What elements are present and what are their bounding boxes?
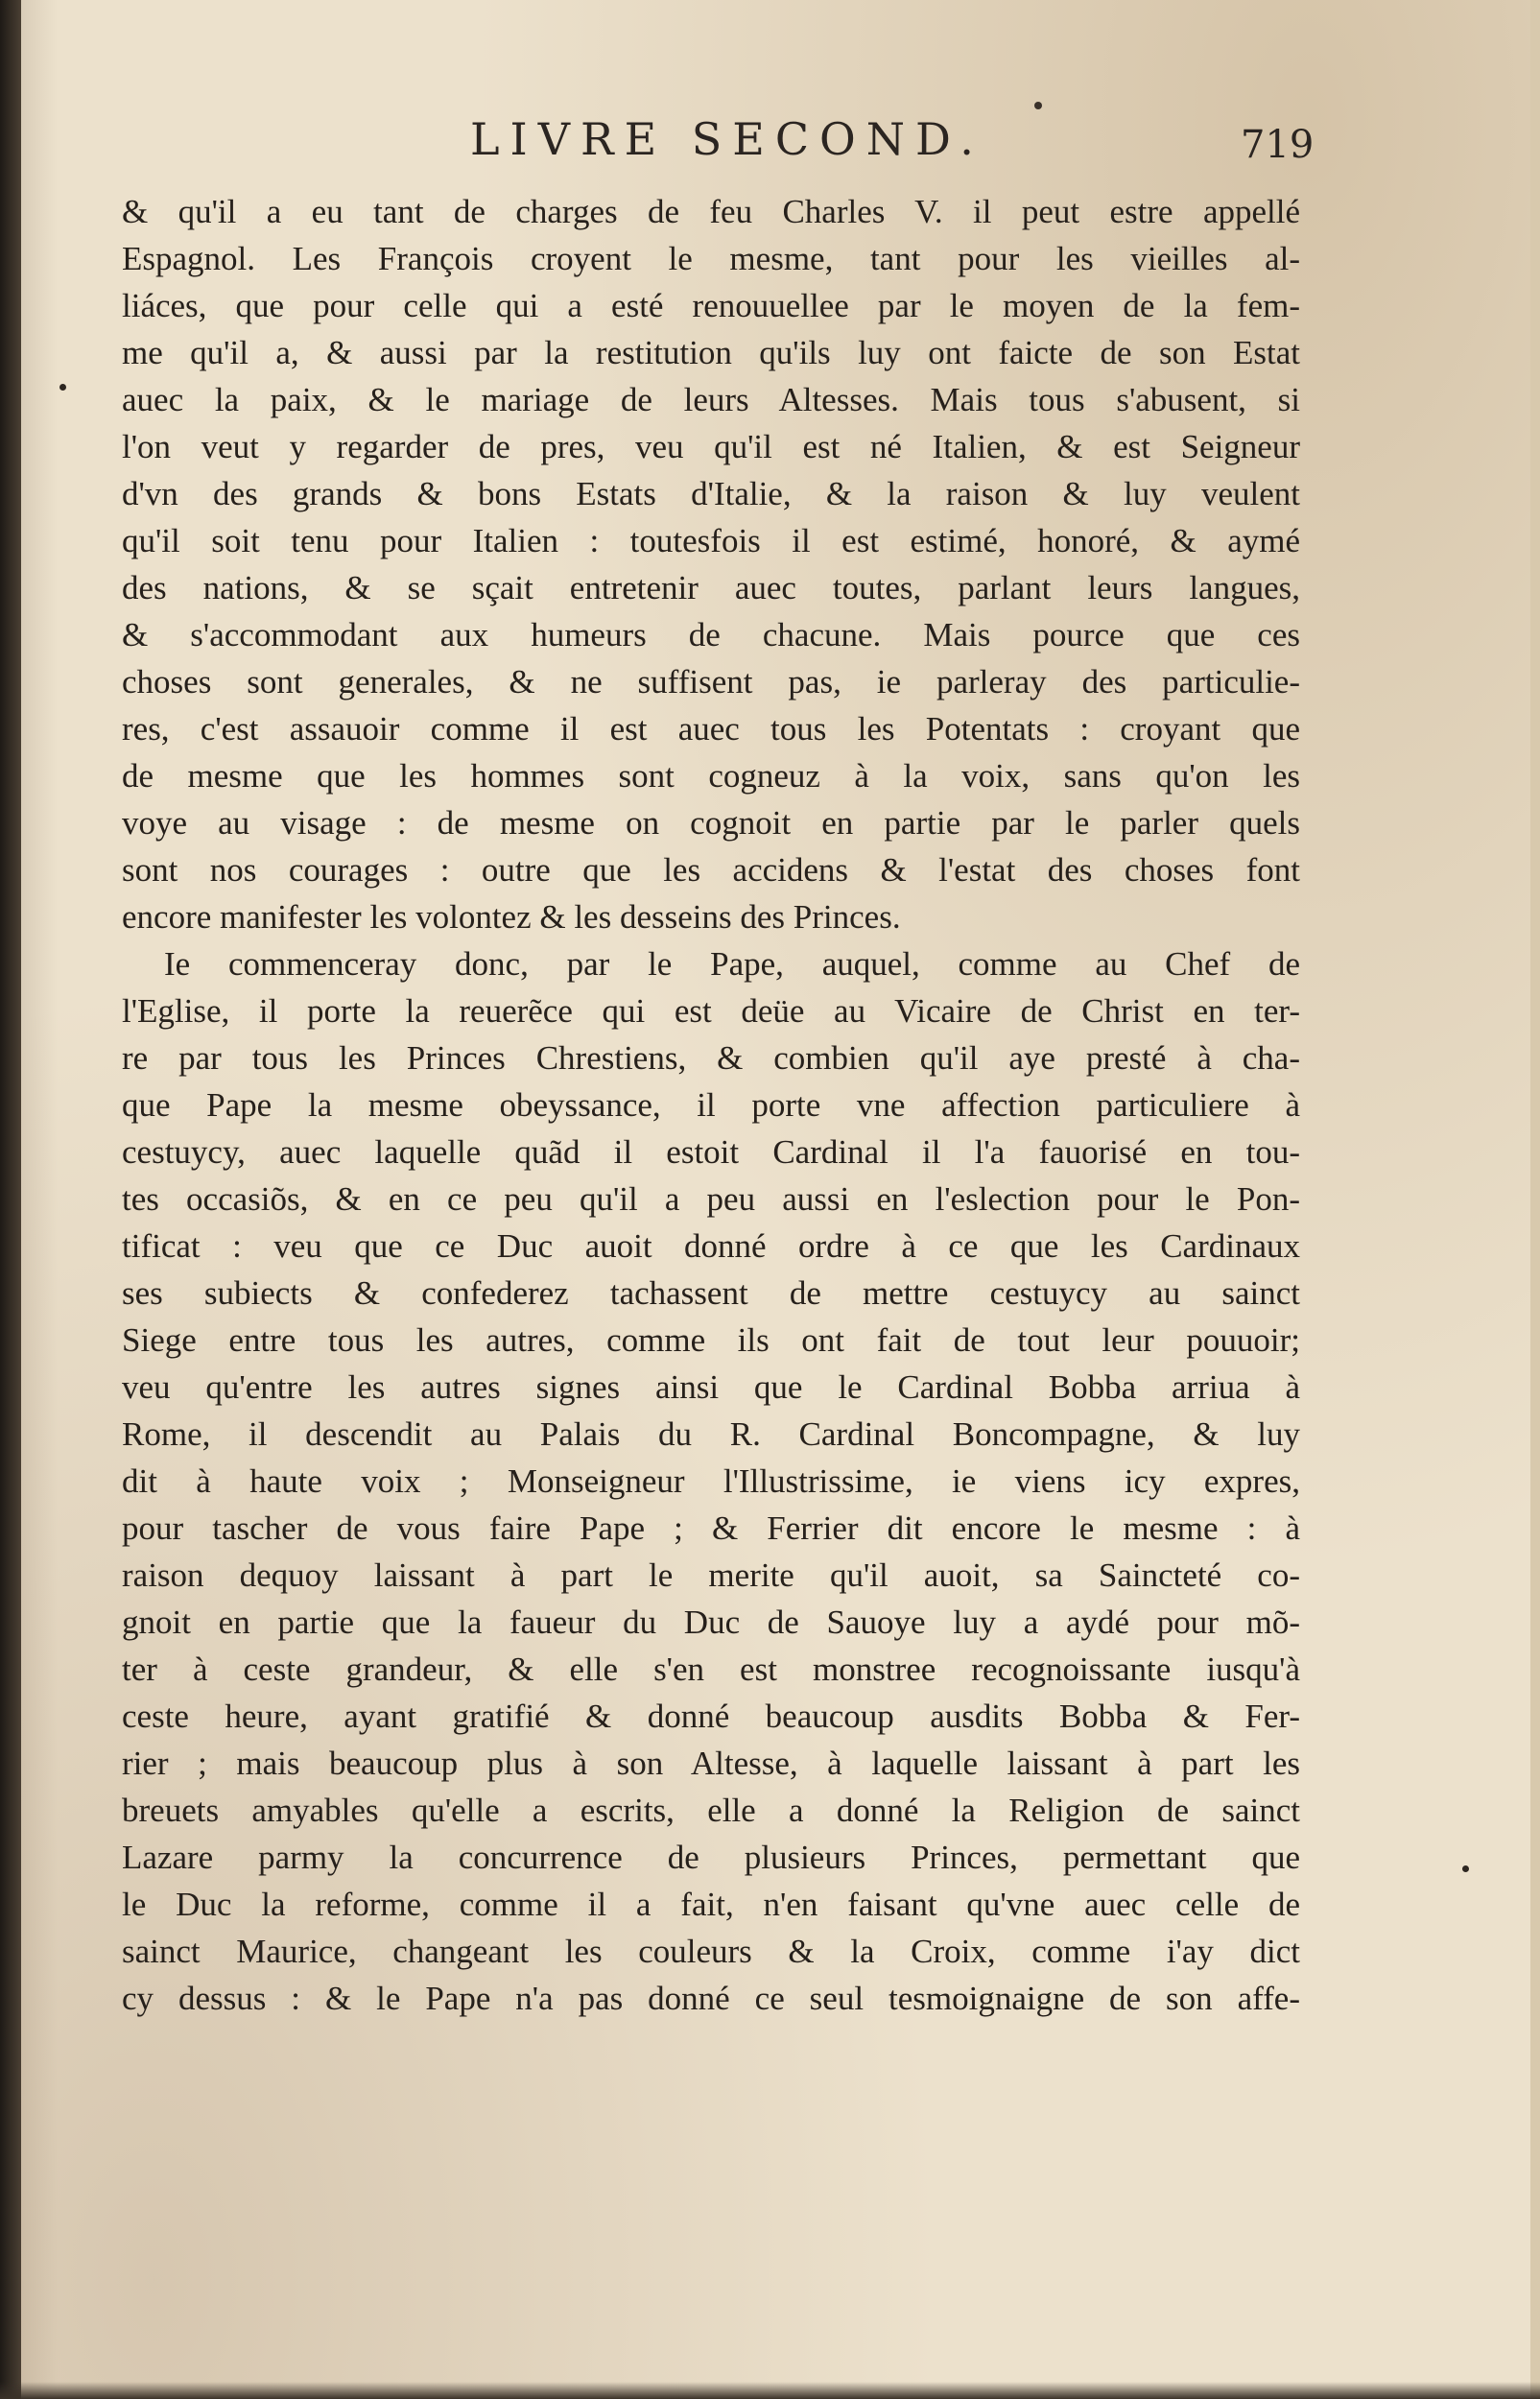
text-line: que Pape la mesme obeyssance, il porte vne affection particuliere à bbox=[122, 1086, 1300, 1124]
text-line: Rome, il descendit au Palais du R. Cardinal Boncompagne, & luy bbox=[122, 1415, 1300, 1453]
text-line: encore manifester les volontez & les desseins des Princes. bbox=[122, 898, 901, 936]
text-line: rier ; mais beaucoup plus à son Altesse, à laquelle laissant à part les bbox=[122, 1745, 1300, 1782]
text-line: d'vn des grands & bons Estats d'Italie, & la raison & luy veulent bbox=[122, 475, 1300, 512]
text-line: qu'il soit tenu pour Italien : toutesfois il est estimé, honoré, & aymé bbox=[122, 522, 1300, 559]
page-edge bbox=[1530, 0, 1540, 2399]
text-line: ceste heure, ayant gratifié & donné beaucoup ausdits Bobba & Fer- bbox=[122, 1698, 1300, 1735]
text-line: auec la paix, & le mariage de leurs Altesses. Mais tous s'abusent, si bbox=[122, 381, 1300, 418]
text-line: le Duc la reforme, comme il a fait, n'en faisant qu'vne auec celle de bbox=[122, 1886, 1300, 1923]
page-binding-shadow bbox=[0, 0, 21, 2399]
text-line: choses sont generales, & ne suffisent pas, ie parleray des particulie- bbox=[122, 663, 1300, 701]
text-line: l'on veut y regarder de pres, veu qu'il est né Italien, & est Seigneur bbox=[122, 428, 1300, 465]
margin-dot-icon bbox=[1462, 1865, 1469, 1872]
text-line: tificat : veu que ce Duc auoit donné ordre à ce que les Cardinaux bbox=[122, 1227, 1300, 1265]
text-line: veu qu'entre les autres signes ainsi que le Cardinal Bobba arriua à bbox=[122, 1368, 1300, 1406]
margin-dot-icon bbox=[59, 384, 66, 391]
text-line: raison dequoy laissant à part le merite qu'il auoit, sa Saincteté co- bbox=[122, 1556, 1300, 1594]
text-line: de mesme que les hommes sont cogneuz à la voix, sans qu'on les bbox=[122, 757, 1300, 795]
text-line: sont nos courages : outre que les accidens & l'estat des choses font bbox=[122, 851, 1300, 889]
text-line: des nations, & se sçait entretenir auec toutes, parlant leurs langues, bbox=[122, 569, 1300, 606]
text-line: voye au visage : de mesme on cognoit en partie par le parler quels bbox=[122, 804, 1300, 842]
body-text bbox=[122, 188, 1300, 2022]
text-line: res, c'est assauoir comme il est auec tous les Potentats : croyant que bbox=[122, 710, 1300, 748]
page-number: 719 bbox=[1241, 123, 1315, 167]
text-line: dit à haute voix ; Monseigneur l'Illustrissime, ie viens icy expres, bbox=[122, 1462, 1300, 1500]
page-header bbox=[0, 113, 1540, 180]
running-title: LIVRE SECOND. bbox=[470, 113, 984, 165]
text-line: Ie commenceray donc, par le Pape, auquel, comme au Chef de bbox=[164, 945, 1300, 983]
text-line: pour tascher de vous faire Pape ; & Ferrier dit encore le mesme : à bbox=[122, 1509, 1300, 1547]
text-line: cy dessus : & le Pape n'a pas donné ce seul tesmoignaigne de son affe- bbox=[122, 1980, 1300, 2017]
text-line: gnoit en partie que la faueur du Duc de Sauoye luy a aydé pour mõ- bbox=[122, 1603, 1300, 1641]
text-line: tes occasiõs, & en ce peu qu'il a peu aussi en l'eslection pour le Pon- bbox=[122, 1180, 1300, 1218]
text-line: liáces, que pour celle qui a esté renouuellee par le moyen de la fem- bbox=[122, 287, 1300, 324]
text-line: cestuycy, auec laquelle quãd il estoit Cardinal il l'a fauorisé en tou- bbox=[122, 1133, 1300, 1171]
text-line: me qu'il a, & aussi par la restitution qu'ils luy ont faicte de son Estat bbox=[122, 334, 1300, 371]
text-line: ter à ceste grandeur, & elle s'en est monstree recognoissante iusqu'à bbox=[122, 1651, 1300, 1688]
text-line: re par tous les Princes Chrestiens, & combien qu'il aye presté à cha- bbox=[122, 1039, 1300, 1077]
text-line: Siege entre tous les autres, comme ils ont fait de tout leur pouuoir; bbox=[122, 1321, 1300, 1359]
page-bottom-shadow bbox=[0, 2382, 1540, 2399]
ornament-dot-icon bbox=[1034, 102, 1042, 109]
text-line: & qu'il a eu tant de charges de feu Charles V. il peut estre appellé bbox=[122, 193, 1300, 230]
text-line: & s'accommodant aux humeurs de chacune. Mais pource que ces bbox=[122, 616, 1300, 653]
text-line: l'Eglise, il porte la reuerẽce qui est deüe au Vicaire de Christ en ter- bbox=[122, 992, 1300, 1030]
text-line: Espagnol. Les François croyent le mesme, tant pour les vieilles al- bbox=[122, 240, 1300, 277]
text-line: breuets amyables qu'elle a escrits, elle a donné la Religion de sainct bbox=[122, 1792, 1300, 1829]
text-line: Lazare parmy la concurrence de plusieurs Princes, permettant que bbox=[122, 1839, 1300, 1876]
text-line: ses subiects & confederez tachassent de mettre cestuycy au sainct bbox=[122, 1274, 1300, 1312]
text-line: sainct Maurice, changeant les couleurs & la Croix, comme i'ay dict bbox=[122, 1933, 1300, 1970]
